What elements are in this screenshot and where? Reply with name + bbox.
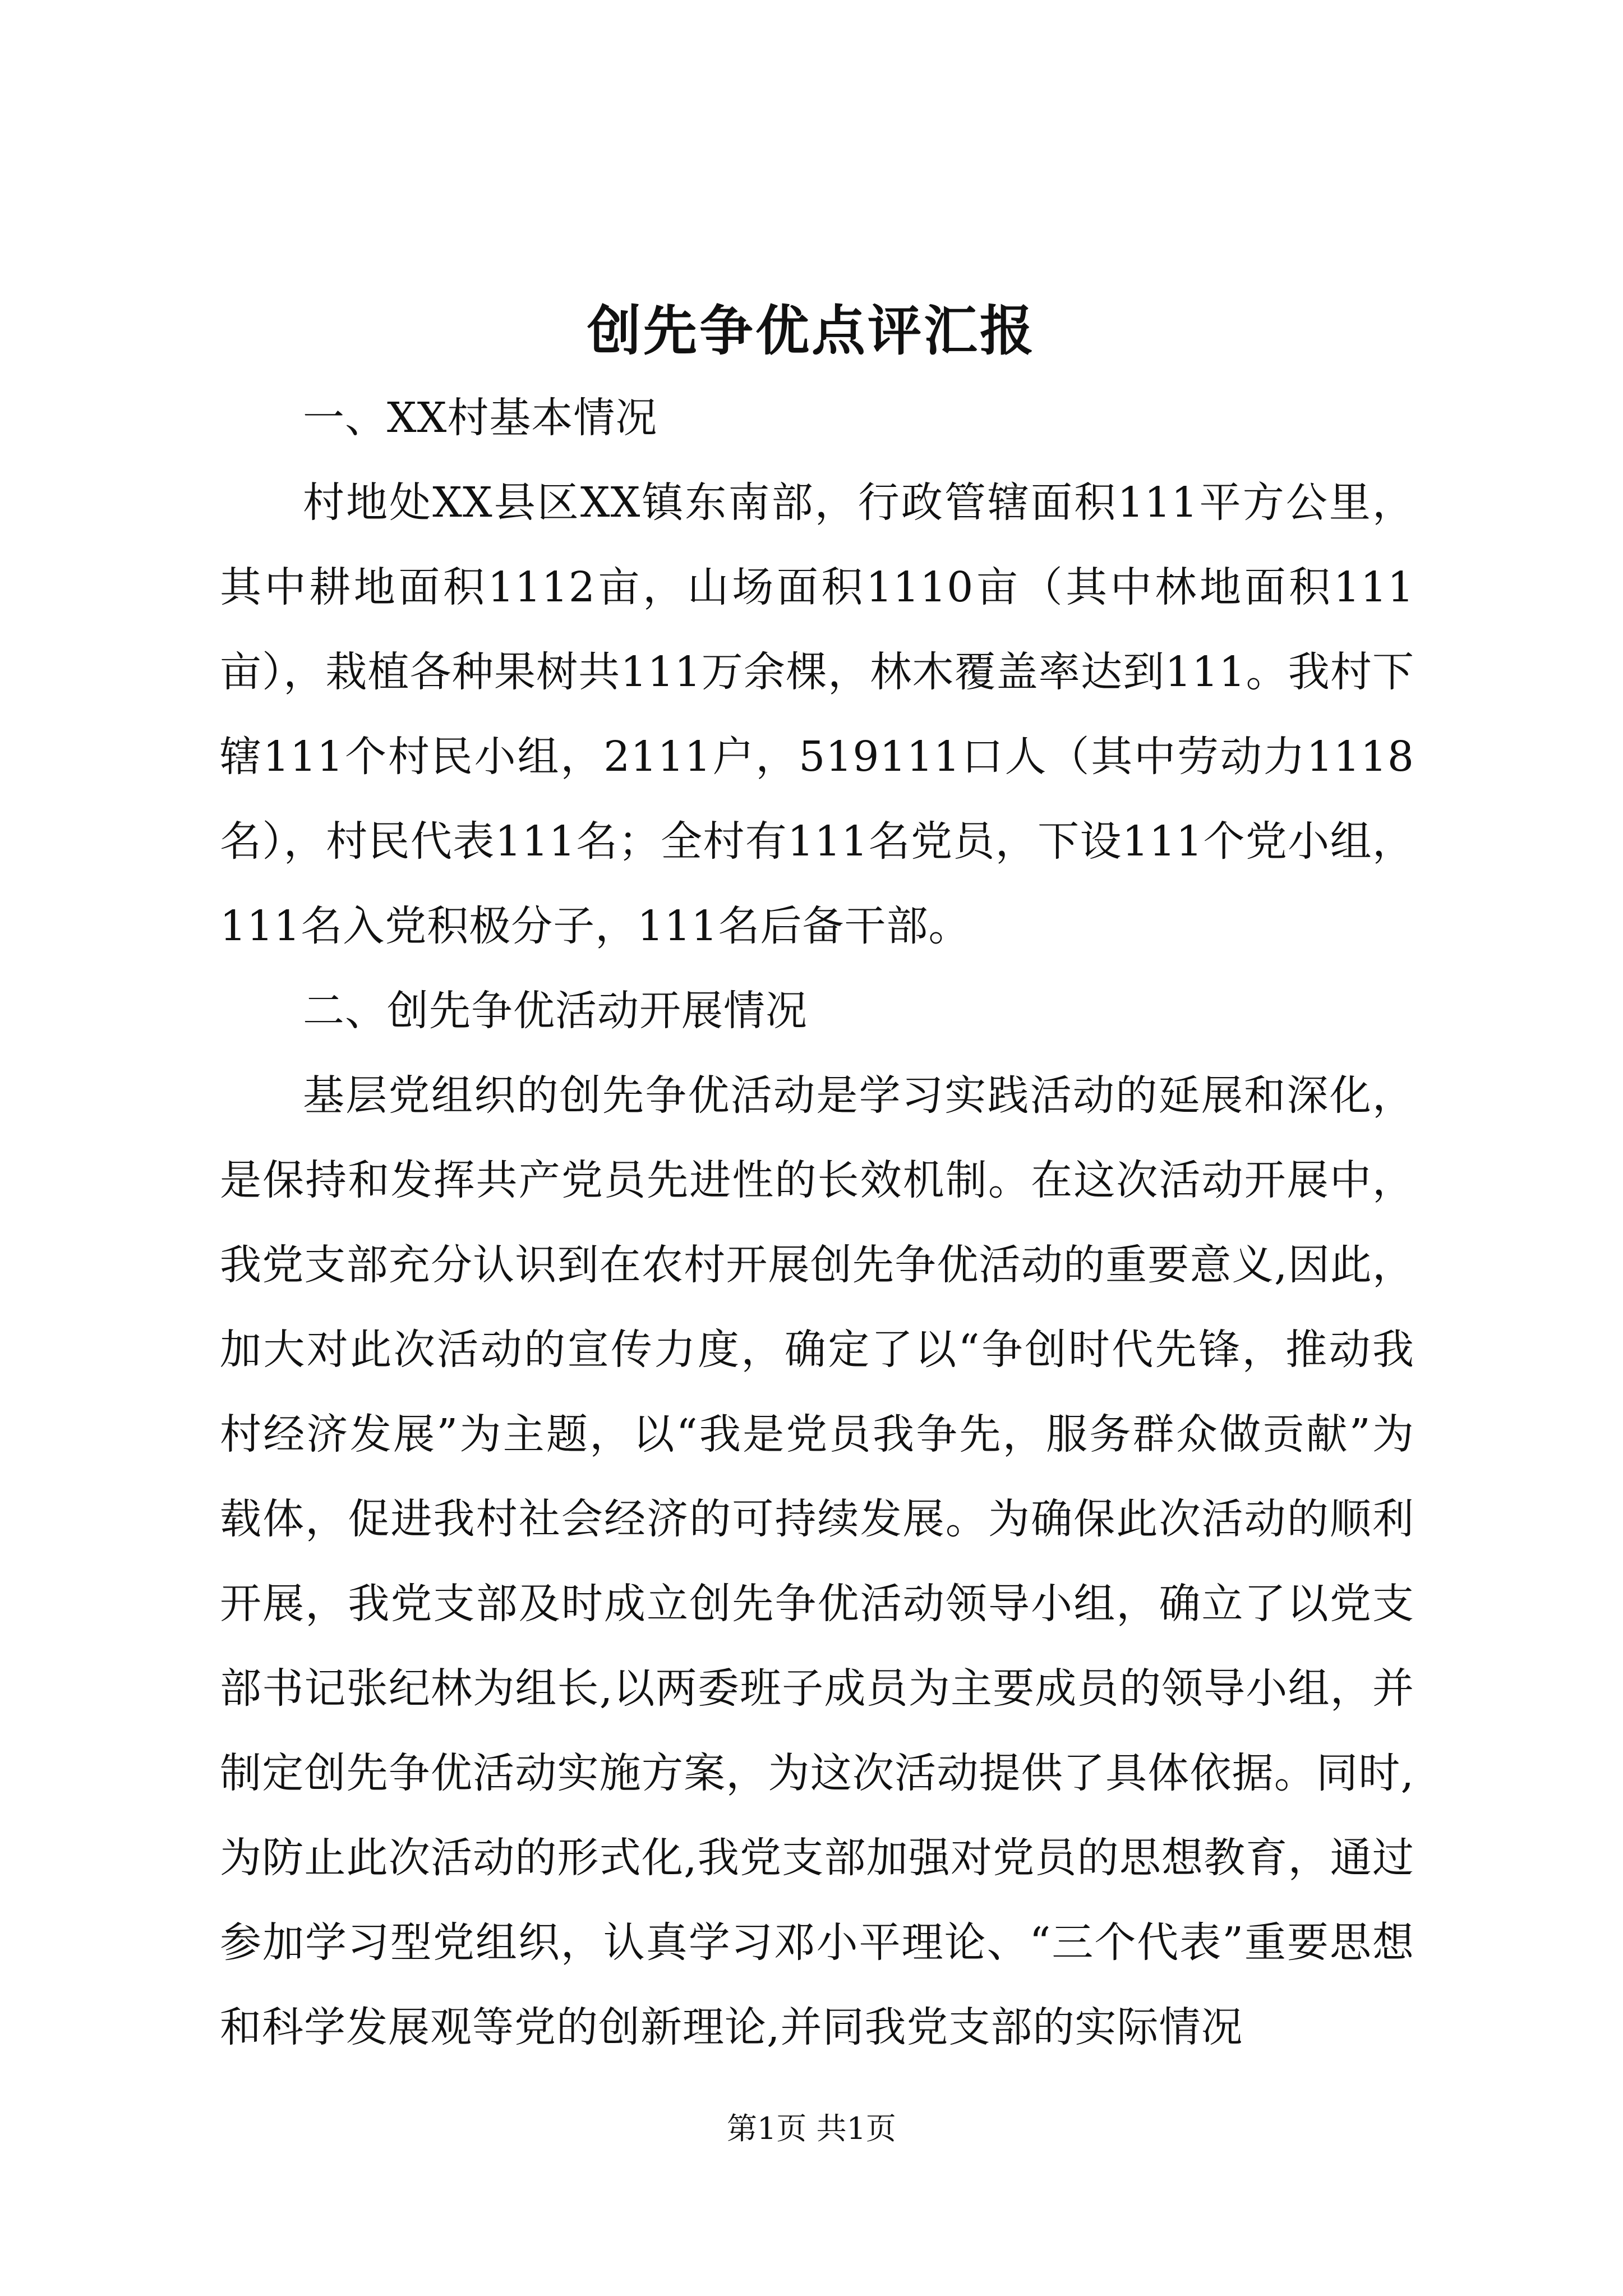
section-heading-basic-info: 一、XX村基本情况 bbox=[303, 394, 658, 442]
section-heading-activities: 二、创先争优活动开展情况 bbox=[303, 987, 808, 1035]
paragraph-basic-info: 村地处XX县区XX镇东南部，行政管辖面积111平方公里，其中耕地面积1112亩，山场面积1110亩（其中林地面积111亩），栽植各种果树共111万余棵，林木覆盖率达到111。我村下辖111个村民小组，2111户，519111口人（其中劳动力1118名），村民代表111名；全村有111名党员，下设111个党小组，111名入党积极分子，111名后备干部。 bbox=[220, 478, 1414, 950]
document-body bbox=[220, 376, 1414, 2070]
paragraph-activities: 基层党组织的创先争优活动是学习实践活动的延展和深化，是保持和发挥共产党员先进性的长效机制。在这次活动开展中，我党支部充分认识到在农村开展创先争优活动的重要意义,因此，加大对此次活动的宣传力度，确定了以“争创时代先锋，推动我村经济发展”为主题，以“我是党员我争先，服务群众做贡献”为载体，促进我村社会经济的可持续发展。为确保此次活动的顺利开展，我党支部及时成立创先争优活动领导小组，确立了以党支部书记张纪林为组长,以两委班子成员为主要成员的领导小组，并制定创先争优活动实施方案，为这次活动提供了具体依据。同时,为防止此次活动的形式化,我党支部加强对党员的思想教育，通过参加学习型党组织，认真学习邓小平理论、“三个代表”重要思想和科学发展观等党的创新理论,并同我党支部的实际情况 bbox=[220, 1071, 1414, 2051]
page-footer: 第1页 共1页 bbox=[727, 2111, 896, 2146]
document-title: 创先争优点评汇报 bbox=[587, 299, 1036, 362]
